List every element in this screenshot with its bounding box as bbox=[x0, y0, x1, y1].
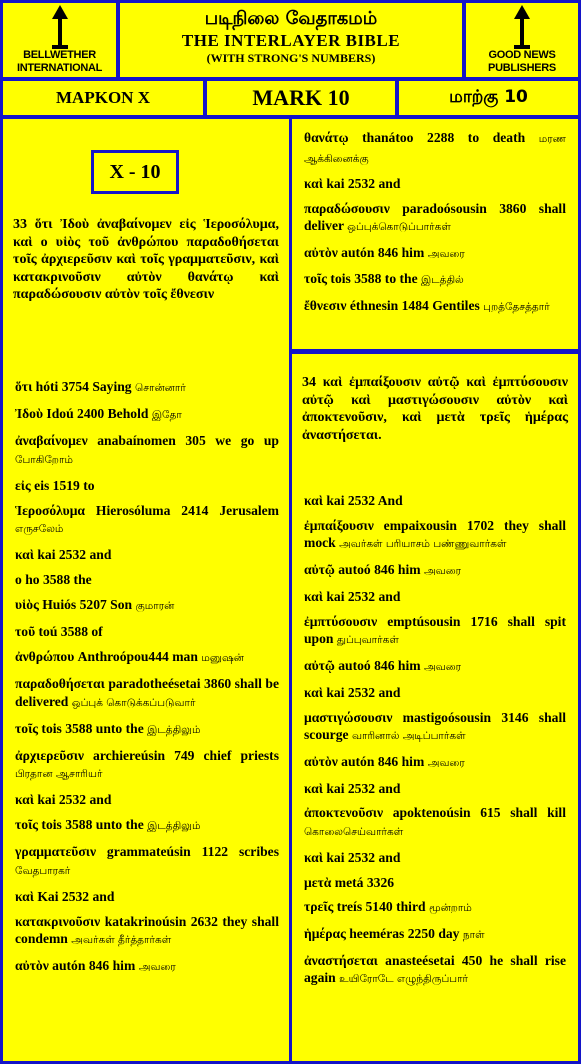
entry-tamil: புறத்தேசத்தார் bbox=[483, 300, 550, 313]
left-column bbox=[3, 119, 289, 1061]
right-bottom-entries-list bbox=[304, 492, 566, 996]
title-block bbox=[120, 3, 462, 77]
entry-english: θανάτῳ thanátoo 2288 to death bbox=[304, 130, 526, 145]
entry-item bbox=[15, 546, 279, 564]
entry-english: καὶ kai 2532 and bbox=[304, 684, 401, 700]
entry-english: αὐτῷ autoó 846 him bbox=[304, 562, 421, 578]
entry-tamil: அவரை bbox=[427, 756, 465, 769]
left-entries-list bbox=[15, 378, 279, 984]
entry-item bbox=[15, 791, 279, 809]
entry-item bbox=[304, 657, 566, 677]
entry-tamil: அவரை bbox=[138, 961, 176, 973]
entry-item bbox=[304, 492, 566, 510]
entry-item bbox=[304, 175, 566, 193]
entry-tamil: அவரை bbox=[423, 660, 462, 673]
entry-english: τοῖς tois 3588 unto the bbox=[15, 817, 144, 832]
entry-item bbox=[15, 571, 279, 589]
entry-english: τοῖς tois 3588 unto the bbox=[15, 720, 144, 736]
entry-item bbox=[15, 477, 279, 495]
entry-english: καὶ kai 2532 and bbox=[304, 780, 401, 796]
entry-item bbox=[304, 244, 566, 264]
entry-tamil: போகிறோம் bbox=[15, 453, 73, 466]
entry-tamil: மரண ஆக்கினைக்கு bbox=[304, 133, 566, 165]
entry-tamil: கொலைசெய்வார்கள் bbox=[304, 825, 404, 838]
entry-item bbox=[15, 623, 279, 641]
entry-tamil: குமாரன் bbox=[135, 600, 175, 612]
entry-item bbox=[304, 684, 566, 702]
entry-item bbox=[304, 804, 566, 841]
entry-item bbox=[304, 270, 566, 290]
good-news-logo bbox=[466, 3, 578, 77]
entry-tamil: நாள் bbox=[462, 929, 485, 942]
entry-tamil: மனுஷன் bbox=[201, 652, 244, 664]
entry-english: καὶ kai 2532 and bbox=[15, 547, 112, 562]
entry-item bbox=[304, 709, 566, 746]
entry-tamil: இதோ bbox=[151, 409, 182, 421]
entry-item bbox=[304, 925, 566, 945]
entry-item bbox=[304, 898, 566, 918]
entry-tamil: வேதபாரகர் bbox=[15, 864, 71, 877]
entry-item bbox=[15, 888, 279, 906]
entry-tamil: எருசலேம் bbox=[15, 523, 64, 535]
entry-tamil: அவர்கள் பரியாசம் பண்ணுவார்கள் bbox=[339, 538, 507, 551]
entry-tamil: இடத்திலும் bbox=[147, 820, 201, 832]
verse-34-text: 34 καὶ ἐμπαίξουσιν αὐτῷ καὶ ἐμπτύσουσιν αὐτῷ καὶ μαστιγώσουσιν αὐτὸν καὶ ἀποκτενοῦσιν, καὶ μετὰ τρεῖς ἡμέρας ἀναστήσεται. bbox=[302, 375, 568, 443]
entry-english: αὐτὸν autón 846 him bbox=[304, 753, 425, 769]
entry-item bbox=[15, 816, 279, 836]
entry-tamil: துப்புவார்கள் bbox=[336, 634, 399, 647]
good-news-logo-text: GOOD NEWS PUBLISHERS bbox=[488, 49, 556, 74]
entry-english: ἀποκτενοῦσιν apoktenoúsin 615 shall kill bbox=[304, 805, 566, 821]
tree-icon bbox=[511, 5, 533, 49]
entry-english: μετὰ metá 3326 bbox=[304, 874, 395, 890]
entry-item bbox=[15, 957, 279, 977]
entry-english: ἔθνεσιν éthnesin 1484 Gentiles bbox=[304, 297, 480, 313]
entry-english: αὐτὸν autón 846 him bbox=[304, 244, 425, 260]
entry-english: μαστιγώσουσιν mastigoósousin 3146 shall scourge bbox=[304, 709, 566, 743]
right-top-column bbox=[292, 119, 578, 349]
entry-item bbox=[304, 952, 566, 989]
bellwether-logo bbox=[3, 3, 116, 77]
entry-english: ἀρχιερεῦσιν archiereúsin 749 chief priests bbox=[15, 747, 279, 763]
entry-english: ἀναστήσεται anasteésetai 450 he shall rise again bbox=[304, 952, 566, 986]
entry-english: ἀνθρώπου Anthroópou444 man bbox=[15, 649, 198, 664]
entry-item bbox=[304, 129, 566, 168]
entry-item bbox=[15, 720, 279, 740]
entry-english: τοῖς tois 3588 to the bbox=[304, 271, 418, 286]
chapter-label: X - 10 bbox=[91, 150, 179, 194]
entry-item bbox=[15, 378, 279, 398]
entry-item bbox=[304, 200, 566, 237]
entry-item bbox=[15, 648, 279, 668]
entry-english: τοῦ toú 3588 of bbox=[15, 624, 103, 639]
entry-tamil: அவரை bbox=[423, 565, 462, 578]
right-bottom-column bbox=[292, 354, 578, 1061]
entry-item bbox=[304, 561, 566, 581]
bible-subtitle: (WITH STRONG'S NUMBERS) bbox=[206, 51, 376, 65]
entry-english: υἱὸς Huiós 5207 Son bbox=[15, 597, 133, 612]
entry-item bbox=[304, 517, 566, 554]
entry-english: καὶ kai 2532 and bbox=[304, 849, 401, 865]
entry-item bbox=[15, 596, 279, 616]
entry-english: παραδοθήσεται paradotheésetai 3860 shall be delivered bbox=[15, 676, 279, 709]
bible-title: THE INTERLAYER BIBLE bbox=[181, 31, 401, 50]
entry-item bbox=[304, 297, 566, 317]
entry-tamil: இடத்தில் bbox=[421, 274, 464, 286]
entry-english: ὅτι hóti 3754 Saying bbox=[15, 379, 132, 394]
entry-english: κατακρινοῦσιν katakrinoúsin 2632 they shall condemn bbox=[15, 913, 279, 946]
entry-item bbox=[304, 753, 566, 773]
entry-english: ἡμέρας heeméras 2250 day bbox=[304, 926, 460, 942]
entry-item bbox=[304, 780, 566, 798]
entry-item bbox=[15, 747, 279, 784]
entry-tamil: அவர்கள் தீர்த்தார்கள் bbox=[71, 934, 172, 946]
entry-english: Ἰδοὺ Idoú 2400 Behold bbox=[15, 406, 149, 421]
entry-tamil: ஒப்புக் கொடுக்கப்படுவார் bbox=[71, 696, 196, 709]
entry-item bbox=[15, 432, 279, 469]
right-top-entries-list bbox=[304, 129, 566, 323]
entry-tamil: ஒப்புக்கொடுப்பார்கள் bbox=[347, 221, 451, 233]
entry-english: ο ho 3588 the bbox=[15, 572, 92, 587]
entry-item bbox=[15, 405, 279, 425]
entry-english: ἐμπτύσουσιν emptúsousin 1716 shall spit upon bbox=[304, 613, 566, 647]
entry-item bbox=[15, 843, 279, 880]
tamil-title: படிநிலை வேதாகமம் bbox=[204, 8, 378, 29]
verse-33-text: 33 ὅτι Ἰδοὺ ἀναβαίνομεν εἰς Ἱεροσόλυμα, καὶ ο υἱὸς τοῦ ἀνθρώπου παραδοθήσεται τοῖς ἀρχιερεῦσιν καὶ τοῖς γραμματεῦσιν, καὶ κατακρινοῦσιν αὐτὸν θανάτῳ καὶ παραδώσουσιν αὐτὸν τοῖς ἔθνεσιν bbox=[13, 217, 279, 302]
entry-english: καὶ Kai 2532 and bbox=[15, 888, 115, 904]
entry-tamil: பிரதான ஆசாரியர் bbox=[15, 768, 103, 780]
entry-item bbox=[304, 874, 566, 892]
entry-english: εἰς eis 1519 to bbox=[15, 477, 95, 493]
book-tamil: மாற்கு 10 bbox=[399, 81, 578, 115]
book-english: MARK 10 bbox=[207, 81, 395, 115]
entry-item bbox=[304, 849, 566, 867]
entry-english: ἀναβαίνομεν anabaínomen 305 we go up bbox=[15, 433, 279, 448]
entry-tamil: உயிரோடே எழுந்திருப்பார் bbox=[339, 973, 469, 986]
entry-tamil: வாரினால் அடிப்பார்கள் bbox=[351, 730, 466, 743]
entry-tamil: மூன்றாம் bbox=[428, 902, 472, 915]
entry-english: καὶ kai 2532 and bbox=[304, 176, 401, 191]
entry-english: τρεῖς treís 5140 third bbox=[304, 899, 426, 915]
tree-icon bbox=[49, 5, 71, 49]
entry-english: καὶ kai 2532 And bbox=[304, 493, 403, 508]
entry-english: γραμματεῦσιν grammateúsin 1122 scribes bbox=[15, 844, 279, 859]
entry-item bbox=[304, 613, 566, 650]
entry-english: αὐτῷ autoó 846 him bbox=[304, 657, 421, 673]
entry-tamil: அவரை bbox=[427, 247, 465, 260]
entry-english: ἐμπαίξουσιν empaixousin 1702 they shall mock bbox=[304, 517, 566, 551]
entry-english: καὶ kai 2532 and bbox=[15, 792, 112, 807]
bellwether-logo-text: BELLWETHER INTERNATIONAL bbox=[16, 49, 103, 74]
entry-tamil: சொன்னார் bbox=[135, 382, 186, 394]
entry-tamil: இடத்திலும் bbox=[147, 723, 201, 736]
entry-english: αὐτὸν autón 846 him bbox=[15, 958, 136, 973]
entry-item bbox=[15, 502, 279, 539]
entry-item bbox=[304, 588, 566, 606]
book-greek: MAPKON X bbox=[3, 81, 203, 115]
entry-english: παραδώσουσιν paradoósousin 3860 shall deliver bbox=[304, 200, 566, 233]
entry-english: Ἱεροσόλυμα Hierosóluma 2414 Jerusalem bbox=[15, 502, 279, 518]
entry-item bbox=[15, 675, 279, 712]
entry-english: καὶ kai 2532 and bbox=[304, 588, 401, 604]
entry-item bbox=[15, 913, 279, 950]
